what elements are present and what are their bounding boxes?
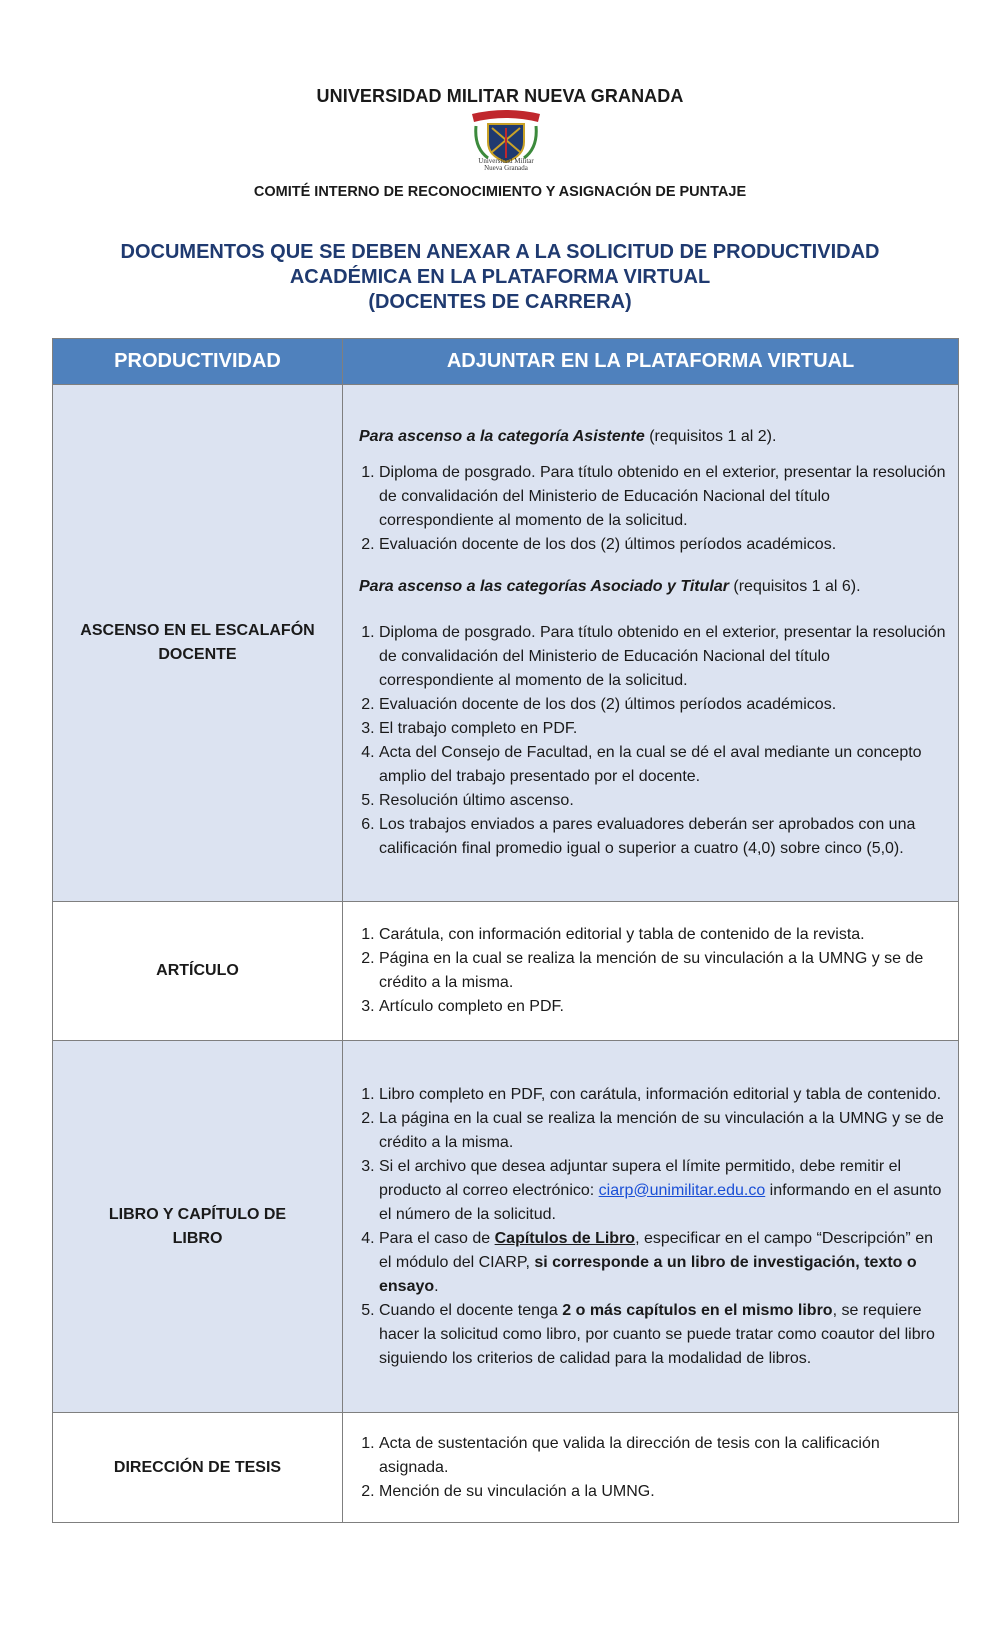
articulo-list [355,923,948,1019]
list-item: 1. Acta de sustentación que valida la dirección de tesis con la calificación asignada. [379,1432,948,1480]
libro-list [355,1083,948,1371]
column-header-productividad: PRODUCTIVIDAD [53,339,343,385]
table-row-articulo [53,902,959,1041]
document-title [0,240,1000,315]
list-item: 6. Los trabajos enviados a pares evaluadores deberán ser aprobados con una calificación final promedio igual o superior a cuatro (4,0) sobre cinco (5,0). [379,813,948,861]
list-item: 2. Evaluación docente de los dos (2) últimos períodos académicos. [379,693,948,717]
content-tesis [343,1413,959,1523]
asociado-heading: Para ascenso a las categorías Asociado y Titular (requisitos 1 al 6). [359,578,861,595]
content-ascenso [343,385,959,902]
category-tesis: DIRECCIÓN DE TESIS [53,1413,343,1523]
column-header-adjuntar: ADJUNTAR EN LA PLATAFORMA VIRTUAL [343,339,959,385]
list-item: 1. Carátula, con información editorial y tabla de contenido de la revista. [379,923,948,947]
content-libro [343,1041,959,1413]
tesis-list [355,1432,948,1504]
table-row-ascenso [53,385,959,902]
list-item: 2. Mención de su vinculación a la UMNG. [379,1480,948,1504]
list-item: 4. Acta del Consejo de Facultad, en la cual se dé el aval mediante un concepto amplio del trabajo presentado por el docente. [379,741,948,789]
email-link[interactable]: ciarp@unimilitar.edu.co [598,1181,766,1199]
category-libro: LIBRO Y CAPÍTULO DE LIBRO [53,1041,343,1413]
list-item: 5. Resolución último ascenso. [379,789,948,813]
category-ascenso: ASCENSO EN EL ESCALAFÓN DOCENTE [53,385,343,902]
list-item: 4. Para el caso de Capítulos de Libro, especificar en el campo “Descripción” en el módulo del CIARP, si corresponde a un libro de investigación, texto o ensayo. [379,1227,948,1299]
committee-name: COMITÉ INTERNO DE RECONOCIMIENTO Y ASIGNACIÓN DE PUNTAJE [253,184,747,200]
asistente-heading: Para ascenso a la categoría Asistente (requisitos 1 al 2). [359,428,777,445]
category-articulo: ARTÍCULO [53,902,343,1041]
requirements-table [52,338,959,1523]
list-item: 1. Diploma de posgrado. Para título obtenido en el exterior, presentar la resolución de convalidación del Ministerio de Educación Nacional del título correspondiente al momento de la solicitud. [379,461,948,533]
list-item: 5. Cuando el docente tenga 2 o más capítulos en el mismo libro, se requiere hacer la solicitud como libro, por cuanto se puede tratar como coautor del libro siguiendo los criterios de calidad para la modalidad de libros. [379,1299,948,1371]
list-item: 2. Evaluación docente de los dos (2) últimos períodos académicos. [379,533,948,557]
list-item: 1. Libro completo en PDF, con carátula, información editorial y tabla de contenido. [379,1083,948,1107]
table-header-row [53,339,959,385]
list-item: 2. Página en la cual se realiza la mención de su vinculación a la UMNG y se de crédito a la misma. [379,947,948,995]
list-item: 3. Si el archivo que desea adjuntar supera el límite permitido, debe remitir el producto al correo electrónico: ciarp@unimilitar.edu.co informando en el asunto el número de la solicitud. [379,1155,948,1227]
list-item: 3. Artículo completo en PDF. [379,995,948,1019]
table-row-libro [53,1041,959,1413]
title-line-2: ACADÉMICA EN LA PLATAFORMA VIRTUAL [289,266,711,288]
list-item: 3. El trabajo completo en PDF. [379,717,948,741]
title-line-1: DOCUMENTOS QUE SE DEBEN ANEXAR A LA SOLICITUD DE PRODUCTIVIDAD [120,241,880,263]
logo-caption-2: Nueva Granada [484,164,528,172]
asistente-list [355,461,948,557]
list-item: 1. Diploma de posgrado. Para título obtenido en el exterior, presentar la resolución de convalidación del Ministerio de Educación Nacional del título correspondiente al momento de la solicitud. [379,621,948,693]
asociado-list [355,621,948,861]
content-articulo [343,902,959,1041]
table-row-tesis [53,1413,959,1523]
university-name: UNIVERSIDAD MILITAR NUEVA GRANADA [316,86,684,106]
logo-caption-1: Universidad Militar [478,157,534,165]
list-item: 2. La página en la cual se realiza la mención de su vinculación a la UMNG y se de crédito a la misma. [379,1107,948,1155]
title-line-3: (DOCENTES DE CARRERA) [368,291,632,313]
university-logo [466,108,546,178]
